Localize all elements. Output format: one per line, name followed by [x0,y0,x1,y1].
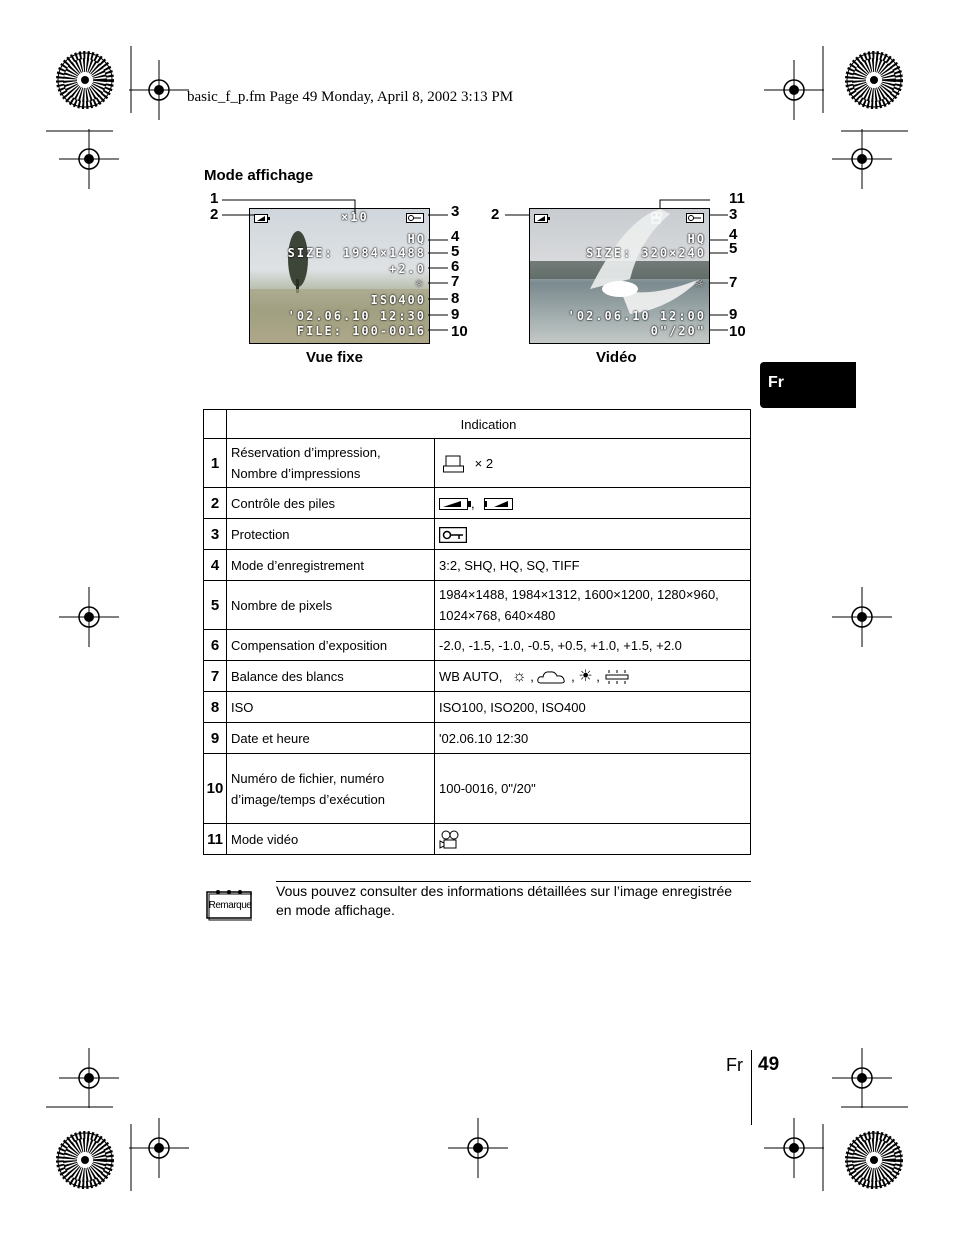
note-badge [206,889,252,919]
video-callout-2: 2 [491,206,500,223]
table-row: 1 Réservation d’impression, Nombre d’impressions × 2 [204,439,751,488]
table-row: 6 Compensation d’exposition -2.0, -1.5, -1.0, -0.5, +0.5, +1.0, +1.5, +2.0 [204,630,751,661]
table-row: 4 Mode d’enregistrement 3:2, SHQ, HQ, SQ, TIFF [204,550,751,581]
video-caption: Vidéo [596,349,637,366]
still-caption: Vue fixe [306,349,363,366]
still-callout-6: 6 [451,258,460,275]
cloud-icon [537,669,567,685]
video-callout-9: 9 [729,306,738,323]
still-callout-1: 1 [210,190,219,207]
video-callout-11: 11 [729,190,745,207]
sun-icon: ☼ [415,277,425,292]
video-callout-7: 7 [729,274,738,291]
still-callout-3: 3 [451,203,460,220]
still-callout-10: 10 [451,323,468,340]
size-indicator: SIZE: 1984×1488 [287,246,426,260]
still-callout-lines [0,0,954,400]
protect-icon [439,527,467,543]
still-callout-4: 4 [451,228,460,245]
still-callout-5: 5 [451,243,460,260]
datetime-indicator: '02.06.10 12:30 [287,309,426,323]
table-row: 9 Date et heure '02.06.10 12:30 [204,723,751,754]
table-row: 5 Nombre de pixels 1984×1488, 1984×1312, 1600×1200, 1280×960, 1024×768, 640×480 [204,581,751,630]
footer-lang: Fr [726,1055,743,1075]
table-row: 10 Numéro de fichier, numéro d’image/temps d’exécution 100-0016, 0"/20" [204,754,751,824]
file-indicator: FILE: 100-0016 [296,324,426,338]
section-title: Mode affichage [204,167,314,184]
battery-icon [534,214,550,223]
battery-full-icon [439,498,471,510]
size-indicator: SIZE: 320×240 [586,246,706,260]
video-callout-5: 5 [729,240,738,257]
print-count: ×10 [341,210,369,224]
table-row: 8 ISO ISO100, ISO200, ISO400 [204,692,751,723]
page-number: 49 [758,1054,780,1075]
table-row: 2 Contrôle des piles , [204,488,751,519]
still-callout-7: 7 [451,273,460,290]
video-callout-10: 10 [729,323,746,340]
table-row: 3 Protection [204,519,751,550]
table-row: 7 Balance des blancs WB AUTO, ☼ , , ☀ , [204,661,751,692]
video-callout-4: 4 [729,226,738,243]
sun-icon: ☼ [511,667,527,685]
sun-icon: ☼ [695,277,705,292]
still-callout-8: 8 [451,290,460,307]
footer-separator [751,1050,752,1125]
tungsten-icon: ☀ [578,667,593,685]
movie-camera-icon [439,830,461,850]
quality-indicator: HQ [407,232,426,246]
time-indicator: 0"/20" [650,324,706,338]
fluorescent-icon [604,669,630,685]
datetime-indicator: '02.06.10 12:00 [567,309,706,323]
quality-indicator: HQ [687,232,706,246]
iso-indicator: ISO400 [370,293,426,307]
language-tab: Fr [760,362,856,408]
still-callout-2: 2 [210,206,219,223]
battery-low-icon [484,498,516,510]
indication-table [203,409,751,855]
still-callout-9: 9 [451,306,460,323]
note-text: Vous pouvez consulter des informations détaillées sur l’image enregistrée en mode affichage. [276,883,733,918]
exposure-indicator: +2.0 [389,262,426,276]
print-order-icon [443,455,465,473]
note-badge-label: Remarque [208,900,252,911]
protect-icon [686,213,704,223]
video-callout-3: 3 [729,206,738,223]
table-header: Indication [227,410,751,439]
movie-icon [650,212,664,224]
table-row: 11 Mode vidéo [204,824,751,855]
video-photo [529,208,710,344]
file-header: basic_f_p.fm Page 49 Monday, April 8, 2002 3:13 PM [187,89,514,105]
